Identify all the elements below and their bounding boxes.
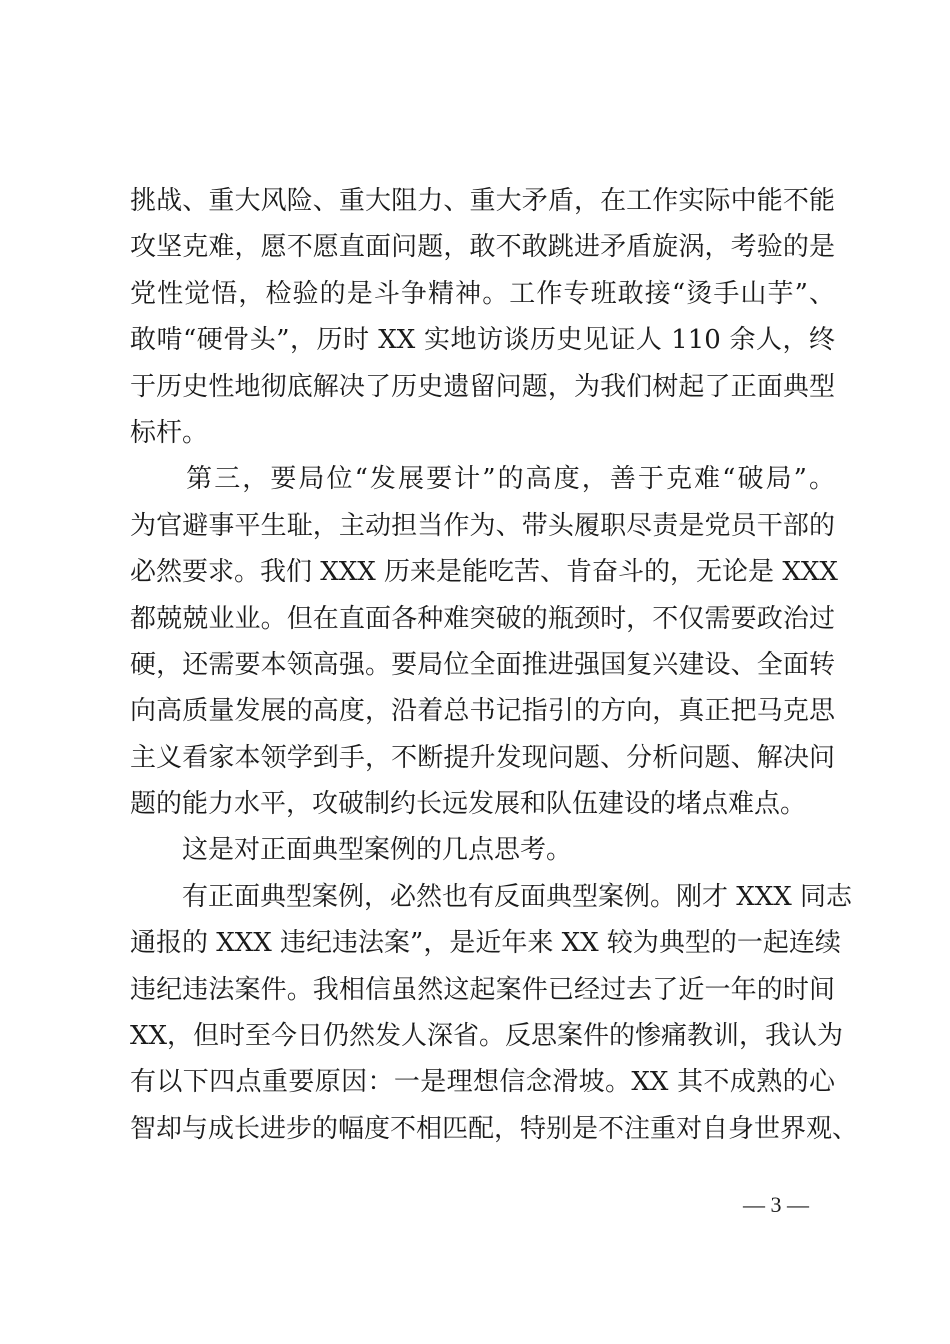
text-line: 挑战、重大风险、重大阻力、重大矛盾，在工作实际中能不能 xyxy=(130,186,835,216)
text-line: 为官避事平生耻，主动担当作为、带头履职尽责是党员干部的 xyxy=(130,510,835,541)
text-line: 敢啃“硬骨头”，历时 XX 实地访谈历史见证人 110 余人，终 xyxy=(130,325,835,356)
text-line: 硬，还需要本领高强。要局位全面推进强国复兴建设、全面转 xyxy=(130,649,835,680)
text-line: 主义看家本领学到手，不断提升发现问题、分析问题、解决问 xyxy=(130,742,835,773)
text-line: 标杆。 xyxy=(130,417,209,448)
text-line: 第三，要局位“发展要计”的高度，善于克难“破局”。 xyxy=(130,464,835,495)
text-line: 党性觉悟，检验的是斗争精神。工作专班敢接“烫手山芋”、 xyxy=(130,278,835,309)
text-line: 向高质量发展的高度，沿着总书记指引的方向，真正把马克思 xyxy=(130,696,835,727)
text-line: 智却与成长进步的幅度不相匹配，特别是不注重对自身世界观、 xyxy=(130,1113,859,1144)
body-text xyxy=(130,178,859,1152)
text-line: 都兢兢业业。但在直面各种难突破的瓶颈时，不仅需要政治过 xyxy=(130,603,835,634)
text-line: XX，但时至今日仍然发人深省。反思案件的惨痛教训，我认为 xyxy=(130,1021,844,1052)
text-line: 于历史性地彻底解决了历史遗留问题，为我们树起了正面典型 xyxy=(130,371,835,402)
page-number: — 3 — xyxy=(743,1192,809,1217)
text-line: 这是对正面典型案例的几点思考。 xyxy=(130,835,573,866)
text-line: 攻坚克难，愿不愿直面问题，敢不敢跳进矛盾旋涡，考验的是 xyxy=(130,232,835,263)
text-line: 必然要求。我们 XXX 历来是能吃苦、肯奋斗的，无论是 XXX xyxy=(130,557,838,588)
text-line: 题的能力水平，攻破制约长远发展和队伍建设的堵点难点。 xyxy=(130,789,807,820)
text-line: 有正面典型案例，必然也有反面典型案例。刚才 XXX 同志 xyxy=(130,881,853,912)
text-line: 通报的 XXX 违纪违法案”，是近年来 XX 较为典型的一起连续 xyxy=(130,928,841,959)
text-line: 有以下四点重要原因：一是理想信念滑坡。XX 其不成熟的心 xyxy=(130,1067,835,1098)
text-line: 违纪违法案件。我相信虽然这起案件已经过去了近一年的时间 xyxy=(130,974,835,1005)
